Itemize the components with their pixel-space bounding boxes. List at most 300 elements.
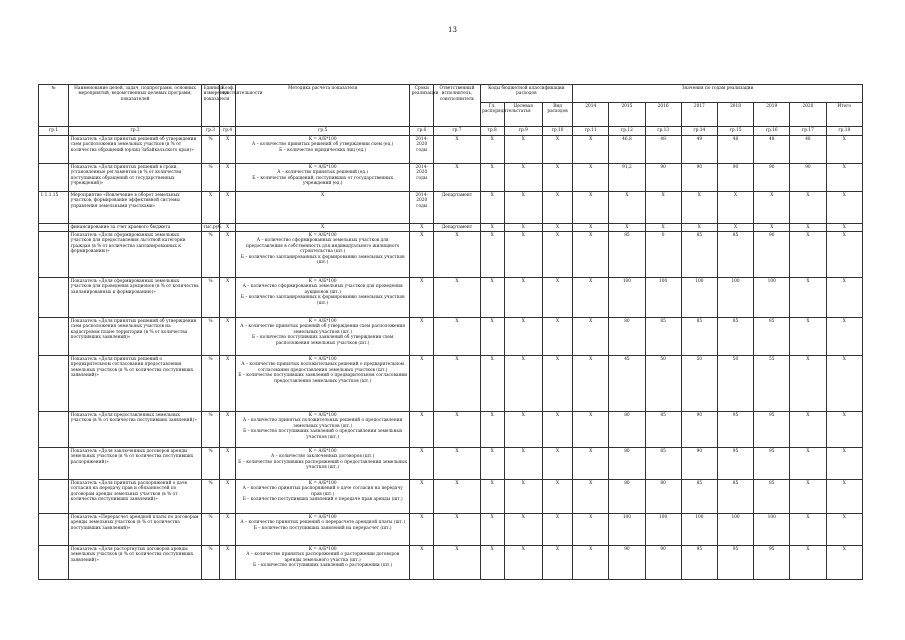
table-row [39,278,863,318]
row-value: Х [573,546,609,580]
row-value: 80 [609,480,645,514]
row-fund: Х [542,412,572,448]
column-number: гр.5 [236,127,410,136]
row-method [236,164,410,192]
header-name: Наименование целей, задач, подпрограмм, основных мероприятий, ведомственных целевых программ, показателей [69,85,202,127]
row-method [236,480,410,514]
row-value: Х [754,192,790,224]
row-num [39,278,69,318]
row-period: Х [410,514,434,546]
row-method [236,192,410,224]
row-value: Х [609,224,645,232]
header-year: 2020 [790,103,826,127]
row-name: Мероприятие «Вовлечение в оборот земельных участков, формирование эффективной системы управления земельными участками» [69,192,202,224]
row-value: 46,8 [609,136,645,164]
method-line: А – количество принятых решений (ед.) [277,170,369,176]
row-unit: тыс.руб. [203,224,223,230]
row-value: 100 [754,514,790,546]
row-total: Х [826,412,862,448]
header-year: 2016 [645,103,681,127]
row-fund: Х [542,318,572,356]
method-line: Б – количество запланированных к формированию земельных участков (шт.) [240,295,405,306]
method-line: А – количество принятых решений об утверждении схем расположения земельных участков (шт.) [240,324,406,335]
row-value: 90 [790,164,826,192]
method-line: А – количество принятых решений об утверждении схем (ед.) [252,142,394,148]
row-fund: Х [480,192,504,224]
row-num: 1.1.1.15 [39,192,69,224]
row-coef: Х [220,232,236,278]
row-total: Х [826,480,862,514]
row-value: 85 [681,318,717,356]
row-value: 100 [681,278,717,318]
indicators-table [38,84,863,580]
row-value: 90 [754,164,790,192]
row-value: 95 [717,412,753,448]
method-line: Х [321,192,325,198]
row-period: 2014-2020 годы [410,192,434,224]
row-fund: Х [542,164,572,192]
row-coef: Х [220,224,236,232]
header-fund-sub: Гл. распорядитель [480,103,504,127]
row-total: Х [826,136,862,164]
row-value: 100 [754,278,790,318]
row-coef: Х [220,480,236,514]
row-value: 95 [717,546,753,580]
row-value: Х [790,278,826,318]
row-coef: Х [220,318,236,356]
row-value: 80 [609,318,645,356]
header-coef: Коэф. чувствительности [220,85,236,127]
row-fund: Х [504,356,542,412]
row-method [236,514,410,546]
row-responsible: Х [434,448,480,480]
header-unit: Единица измерения показателя [201,85,219,127]
row-value: Х [573,278,609,318]
row-value: 85 [717,232,753,278]
row-value: 85 [609,232,645,278]
row-unit: Х [201,192,219,224]
header-year: 2014 [573,103,609,127]
row-period: Х [410,356,434,412]
table-row [39,514,863,546]
row-value: 90 [754,232,790,278]
method-line: Х [321,224,325,230]
method-line: К = А/Б*100 [308,412,337,418]
row-value: 85 [681,480,717,514]
row-value: Х [790,412,826,448]
row-value: 100 [717,278,753,318]
method-line: Б – количество поступивших заявлений на перерасчет (шт.) [253,525,392,531]
row-responsible: Х [434,232,480,278]
row-coef: Х [220,356,236,412]
header-period: Сроки реализации [410,85,434,127]
row-period: Х [410,278,434,318]
row-responsible: Х [434,136,480,164]
header-num: № [39,85,69,127]
row-value: 90 [681,164,717,192]
row-name: Показатель «Доля сформированных земельных участков для предоставления льготной категории граждан (в % от количества запланированных к формированию)» [69,232,202,278]
row-fund: Х [480,412,504,448]
method-line: Б – количество поступивших заявлений о предоставлении земельных участков (шт.) [243,429,403,440]
row-period: Х [410,224,434,232]
column-number: гр.18 [826,127,862,136]
row-value: 85 [645,318,681,356]
row-value: Х [717,224,753,232]
row-value: 95 [717,448,753,480]
row-value: Х [681,192,717,224]
row-value: 80 [609,412,645,448]
row-total: Х [826,224,862,232]
row-value: 85 [645,412,681,448]
row-total: Х [826,448,862,480]
row-method [236,356,410,412]
method-line: К = А/Б*100 [308,318,337,324]
row-responsible: Х [434,278,480,318]
row-fund: Х [542,356,572,412]
row-fund: Х [504,232,542,278]
header-fund-sub: Вид расходов [542,103,572,127]
row-period: 2014-2020 годы [410,164,434,192]
row-period: Х [410,448,434,480]
row-fund: Х [542,514,572,546]
row-name: Показатель «Доля принятых решений об утверждении схем расположения земельных участков на кадастровом плане территории (в % от количества поступивших заявлений)» [69,318,202,356]
row-value: 100 [609,278,645,318]
row-total: Х [826,318,862,356]
row-unit: % [201,164,219,192]
row-value: 91,2 [609,164,645,192]
row-num [39,480,69,514]
row-fund: Х [504,318,542,356]
column-number: гр.7 [434,127,480,136]
row-value: Х [790,480,826,514]
column-number: гр.16 [754,127,790,136]
row-value: 49 [681,136,717,164]
table-row [39,192,863,224]
row-fund: Х [504,514,542,546]
row-fund: Х [480,546,504,580]
row-responsible: Департамент [434,192,480,224]
method-line: А – количество принятых распоряжений о расторжении договоров аренды земельного участка (шт.) [246,552,400,563]
row-responsible: Х [434,480,480,514]
method-line: Б – количество поступивших заявлений о расторжении (шт.) [253,563,393,569]
row-unit: % [201,278,219,318]
row-coef: Х [220,514,236,546]
row-method [236,448,410,480]
row-period: Х [410,318,434,356]
method-line: К = А/Б*100 [308,546,337,552]
row-value: Х [790,192,826,224]
row-value: 48 [645,136,681,164]
row-value: Х [790,448,826,480]
row-unit: % [201,412,219,448]
column-number: гр.8 [480,127,504,136]
row-num [39,232,69,278]
row-value: 100 [645,514,681,546]
method-line: К = А/Б*100 [308,480,337,486]
row-fund: Х [542,278,572,318]
row-value: Х [573,192,609,224]
row-total: Х [826,356,862,412]
table-row [39,480,863,514]
row-fund: Х [480,448,504,480]
row-fund: Х [480,480,504,514]
row-responsible: Х [434,164,480,192]
row-value: 85 [754,318,790,356]
row-fund: Х [542,448,572,480]
row-unit: % [201,136,219,164]
row-coef: Х [220,164,236,192]
row-coef: Х [220,448,236,480]
row-fund: Х [480,318,504,356]
method-line: А – количество принятых положительных решений о предоставлении земельных участков (шт.) [242,418,403,429]
method-line: К = А/Б*100 [308,136,337,142]
table-row [39,412,863,448]
row-unit: % [201,514,219,546]
row-fund: Х [480,224,504,232]
row-value: 90 [645,546,681,580]
row-value: 95 [754,448,790,480]
row-period: 2014-2020 годы [410,136,434,164]
row-responsible: Х [434,318,480,356]
row-value: Х [609,192,645,224]
row-fund: Х [504,480,542,514]
table-row [39,136,863,164]
row-value: 45 [609,356,645,412]
row-value: 48 [790,136,826,164]
row-method [236,278,410,318]
header-year: 2018 [717,103,753,127]
header-values: Значения по годам реализации [573,85,863,103]
row-value: Х [573,480,609,514]
row-name: Показатель «Доля принятых решений в сроки, установленные регламентом (в % от количества поступивших обращений от государственных учреждений)» [69,164,202,192]
row-name: Показатель «Доля заключенных договоров аренды земельных участков (в % от количества поступивших распоряжений)» [69,448,202,480]
row-num [39,318,69,356]
row-num [39,164,69,192]
row-period: Х [410,546,434,580]
column-number: гр.9 [504,127,542,136]
row-name: Показатель «Доля принятых распоряжений о даче согласия на передачу прав и обязанностей по договорам аренды земельных участков (в % от количества поступивших заявлений)» [69,480,202,514]
row-value: 50 [717,356,753,412]
row-method [236,318,410,356]
row-fund: Х [504,136,542,164]
header-fund-sub: Целевая статья [504,103,542,127]
column-number: гр.6 [410,127,434,136]
table-row [39,224,863,232]
row-value: 100 [645,278,681,318]
row-value: Х [573,164,609,192]
row-total: Х [826,514,862,546]
header-year: 2017 [681,103,717,127]
row-fund: Х [480,514,504,546]
row-value: 55 [754,356,790,412]
row-name: Показатель «Перерасчет арендной платы по договорам аренды земельных участков (в % от количества поступивших заявлений)» [69,514,202,546]
row-value: Х [790,356,826,412]
row-fund: Х [504,278,542,318]
row-fund: Х [504,412,542,448]
column-number: гр.17 [790,127,826,136]
column-number: гр.4 [220,127,236,136]
row-unit: % [201,448,219,480]
row-method [236,136,410,164]
method-line: Б – количество поступивших заявлений о предварительном согласовании предоставления земельных участков (шт.) [238,373,408,384]
row-value: 48 [754,136,790,164]
row-method [236,546,410,580]
row-num [39,546,69,580]
method-line: Б – количество поступивших заявлений о передаче прав аренды (шт.) [242,497,403,503]
method-line: А – количество сформированных земельных участков для проведения аукционов (шт.) [242,284,403,295]
row-value: Х [573,232,609,278]
row-total: Х [826,232,862,278]
column-number: гр.1 [39,127,69,136]
row-fund: Х [542,546,572,580]
method-line: К = А/Б*100 [308,356,337,362]
method-line: К = А/Б*100 [308,164,337,170]
header-funding: Коды бюджетной классификации расходов [480,85,573,103]
header-responsible: Ответственный исполнитель, соисполнитель [434,85,480,127]
row-period: Х [410,412,434,448]
row-name: Показатель «Доля принятых решений о предварительном согласовании предоставления земельных участков (в % от количества поступивших заявлений)» [69,356,202,412]
row-value: 100 [681,514,717,546]
method-line: Б – количество запланированных к формированию земельных участков (шт.) [240,254,405,266]
column-number: гр.15 [717,127,753,136]
row-value: 85 [754,480,790,514]
row-value: 85 [717,318,753,356]
method-line: А – количество принятых распоряжений о даче согласия на передачу прав (шт.) [242,486,403,497]
row-responsible: Х [434,412,480,448]
row-value: Х [645,224,681,232]
method-line: Б – количество юридических лиц (ед.) [279,147,367,153]
row-period: Х [410,480,434,514]
row-name: Показатель «Доля сформированных земельных участков для проведения аукционов (в % от количества запланированных к формированию)» [69,278,202,318]
row-value: Х [573,514,609,546]
row-value: 0 [645,232,681,278]
row-method [236,412,410,448]
method-line: Б – количество поступивших распоряжений о предоставлении земельных участков (шт.) [238,459,408,471]
row-unit: % [201,356,219,412]
row-coef: Х [220,546,236,580]
row-value: Х [790,232,826,278]
row-method [236,232,410,278]
row-fund: Х [542,136,572,164]
column-number: гр.10 [542,127,572,136]
row-fund: Х [480,356,504,412]
header-year: Итого [826,103,862,127]
row-value: 95 [681,546,717,580]
row-value: 80 [609,448,645,480]
row-method [236,224,410,232]
row-period: Х [410,232,434,278]
row-value: Х [717,192,753,224]
row-unit: % [201,318,219,356]
row-unit: % [201,232,219,278]
row-value: 95 [754,412,790,448]
table-row [39,356,863,412]
row-value: Х [681,224,717,232]
row-value: Х [573,356,609,412]
row-value: 90 [609,546,645,580]
row-fund: Х [504,546,542,580]
header-year: 2015 [609,103,645,127]
row-num [39,136,69,164]
row-num [39,514,69,546]
row-value: 85 [717,480,753,514]
row-value: 90 [681,412,717,448]
method-line: К = А/Б*100 [308,514,337,520]
column-number: гр.12 [609,127,645,136]
row-num [39,356,69,412]
row-fund: Х [542,232,572,278]
row-value: Х [645,192,681,224]
row-value: 90 [645,164,681,192]
row-value: Х [573,136,609,164]
row-value: 95 [754,546,790,580]
method-line: А – количество принятых положительных решений о предварительном согласовании предоставления земельных участков (шт.) [241,362,405,373]
method-line: К = А/Б*100 [308,278,337,284]
row-value: Х [790,224,826,232]
row-fund: Х [504,164,542,192]
row-fund: Х [480,232,504,278]
row-fund: Х [480,278,504,318]
header-year: 2019 [754,103,790,127]
row-value: Х [573,224,609,232]
row-value: 85 [681,232,717,278]
row-fund: Х [542,224,572,232]
row-name: Показатель «Доля принятых решений об утверждении схем расположения земельных участков (в % от количества обращений юрлиц Забайкальского края)» [69,136,202,164]
row-responsible: Х [434,514,480,546]
row-responsible: Х [434,546,480,580]
row-coef: Х [220,136,236,164]
row-num [39,224,69,232]
row-value: 100 [717,514,753,546]
row-responsible: Х [434,356,480,412]
row-value: 100 [609,514,645,546]
row-value: Х [790,514,826,546]
row-name: Показатель «Доля расторгнутых договоров аренды земельных участков (в % от количества поступивших заявлений)» [69,546,202,580]
row-total: Х [826,164,862,192]
method-line: А – количество сформированных земельных участков для предоставления в собственность для индивидуального жилищного строительства (шт.) [246,238,400,255]
row-total: Х [826,192,862,224]
row-total: Х [826,546,862,580]
row-fund: Х [480,136,504,164]
row-fund: Х [504,192,542,224]
row-fund: Х [504,448,542,480]
row-fund: Х [542,480,572,514]
row-value: 90 [681,448,717,480]
method-line: К = А/Б*100 [308,448,337,454]
row-value: 85 [645,448,681,480]
row-unit: % [201,480,219,514]
column-number: гр.14 [681,127,717,136]
table-row [39,318,863,356]
row-coef: Х [220,278,236,318]
row-unit: % [201,546,219,580]
row-fund: Х [542,192,572,224]
row-name: Показатель «Доля предоставленных земельных участков (в % от количества поступивших заявлений)» [69,412,202,448]
row-value: 90 [717,164,753,192]
table-row [39,164,863,192]
method-line: А – количество принятых решений о перерасчете арендной платы (шт.) [240,520,405,526]
row-value: Х [790,318,826,356]
row-fund: Х [480,164,504,192]
row-value: Х [790,546,826,580]
row-value: 50 [645,356,681,412]
row-num [39,412,69,448]
page-number: 13 [448,26,457,34]
row-value: 80 [645,480,681,514]
method-line: А – количество заключенных договоров (шт.) [271,454,375,460]
row-value: Х [754,224,790,232]
row-total: Х [826,278,862,318]
